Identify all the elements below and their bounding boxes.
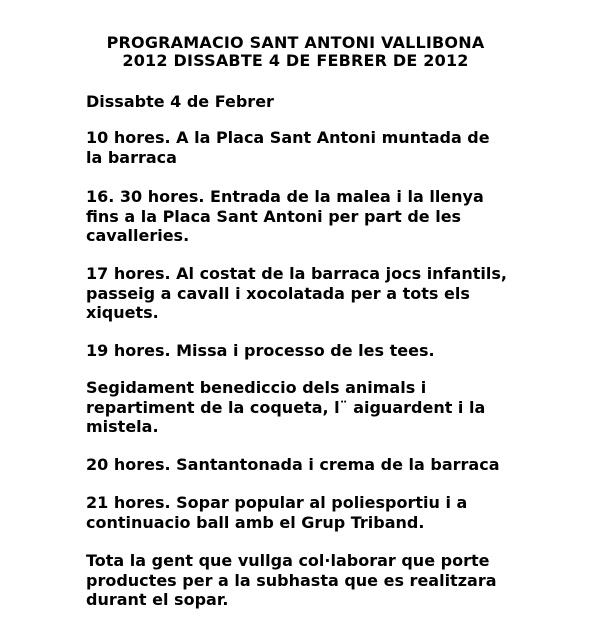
title-line-1: PROGRAMACIO SANT ANTONI VALLIBONA: [106, 33, 485, 52]
paragraph-21-hores: 21 hores. Sopar popular al poliesportiu i a continuacio ball amb el Grup Triband.: [86, 493, 468, 532]
document-title: [0, 34, 591, 70]
paragraph-benediccio: Segidament benediccio dels animals i repartiment de la coqueta, l¨ aiguardent i la mistela.: [86, 378, 486, 436]
paragraph-20-hores: 20 hores. Santantonada i crema de la barraca: [86, 455, 500, 474]
paragraph-col-laborar: Tota la gent que vullga col·laborar que porte productes per a la subhasta que es realitzara durant el sopar.: [86, 551, 497, 609]
paragraph-19-hores: 19 hores. Missa i processo de les tees.: [86, 341, 435, 360]
paragraph-16-30-hores: 16. 30 hores. Entrada de la malea i la llenya fins a la Placa Sant Antoni per part de les cavalleries.: [86, 187, 484, 245]
paragraph-17-hores: 17 hores. Al costat de la barraca jocs infantils, passeig a cavall i xocolatada per a tots els xiquets.: [86, 264, 507, 322]
paragraph-10-hores: 10 hores. A la Placa Sant Antoni muntada de la barraca: [86, 128, 490, 167]
paragraph-date: Dissabte 4 de Febrer: [86, 92, 274, 111]
title-line-2: 2012 DISSABTE 4 DE FEBRER DE 2012: [122, 51, 469, 70]
